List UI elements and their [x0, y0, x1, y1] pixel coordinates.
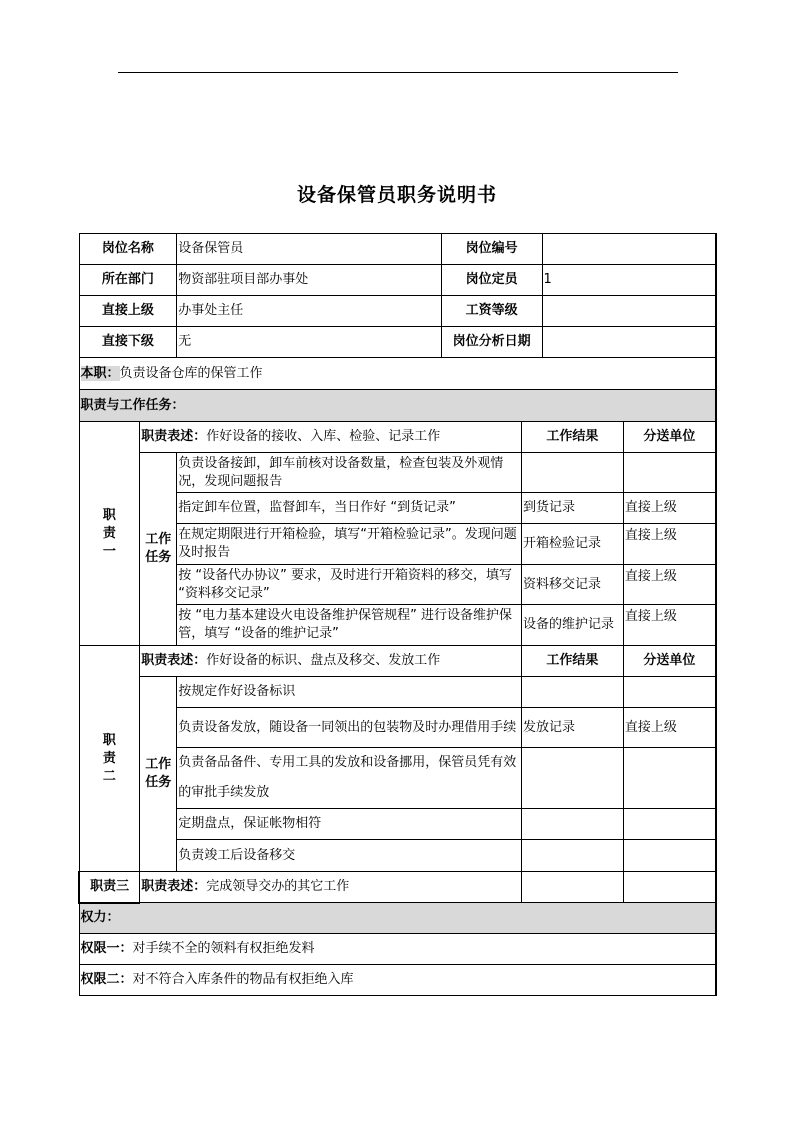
core-duty: [79, 358, 716, 390]
position-name-label: 岗位名称: [79, 234, 177, 265]
job-description-table: [78, 233, 717, 996]
row-authority-1: [79, 934, 716, 965]
duty3-result: [521, 872, 623, 903]
duty2-label: 职 责 二: [79, 646, 140, 872]
position-no-value: [542, 234, 716, 265]
task-result: 开箱检验记录: [521, 524, 623, 565]
analysis-date-label: 岗位分析日期: [441, 327, 542, 358]
row-superior: [79, 296, 716, 327]
duty1-result-header: 工作结果: [521, 422, 623, 453]
analysis-date-value: [542, 327, 716, 358]
subordinate-value: 无: [177, 327, 441, 358]
authority-item: 权限一：对手续不全的领料有权拒绝发料: [79, 934, 716, 965]
dept-label: 所在部门: [79, 265, 177, 296]
task-result: 设备的维护记录: [521, 605, 623, 646]
table-row: [79, 453, 716, 493]
duty3-row: [79, 872, 716, 903]
duty2-task-label: 工作 任务: [140, 677, 177, 872]
task-text: 按规定作好设备标识: [177, 677, 522, 708]
duty2-desc-row: [79, 646, 716, 677]
task-dest: 直接上级: [623, 524, 716, 565]
task-text: 负责竣工后设备移交: [177, 840, 522, 872]
task-dest: [623, 677, 716, 708]
duty2-dest-header: 分送单位: [623, 646, 716, 677]
task-dest: [623, 748, 716, 809]
task-text: 负责备品备件、专用工具的发放和设备挪用，保管员凭有效的审批手续发放: [177, 748, 522, 809]
task-dest: 直接上级: [623, 493, 716, 524]
wage-label: 工资等级: [441, 296, 542, 327]
task-text: 按 “设备代办协议” 要求，及时进行开箱资料的移交，填写 “资料移交记录”: [177, 565, 522, 605]
superior-label: 直接上级: [79, 296, 177, 327]
duty2-result-header: 工作结果: [521, 646, 623, 677]
authority-item: 权限二：对不符合入库条件的物品有权拒绝入库: [79, 965, 716, 996]
core-duty-text: 负责设备仓库的保管工作: [119, 365, 263, 381]
task-dest: [623, 809, 716, 840]
task-result: 资料移交记录: [521, 565, 623, 605]
row-authority-2: [79, 965, 716, 996]
header-rule: [118, 72, 678, 73]
task-result: 到货记录: [521, 493, 623, 524]
duty1-dest-header: 分送单位: [623, 422, 716, 453]
task-result: 发放记录: [521, 708, 623, 748]
row-duties-heading: [79, 390, 716, 422]
document-title: 设备保管员职务说明书: [296, 184, 497, 206]
wage-value: [542, 296, 716, 327]
subordinate-label: 直接下级: [79, 327, 177, 358]
duty2-desc: 职责表述：作好设备的标识、盘点及移交、发放工作: [140, 646, 522, 677]
authority-heading: 权力：: [79, 903, 716, 934]
task-result: [521, 677, 623, 708]
duty3-dest: [623, 872, 716, 903]
task-text: 定期盘点，保证帐物相符: [177, 809, 522, 840]
quota-label: 岗位定员: [441, 265, 542, 296]
task-text: 负责设备发放，随设备一同领出的包装物及时办理借用手续: [177, 708, 522, 748]
task-dest: 直接上级: [623, 565, 716, 605]
row-position-name: [79, 234, 716, 265]
task-text: 在规定期限进行开箱检验，填写“开箱检验记录”。发现问题及时报告: [177, 524, 522, 565]
task-dest: [623, 840, 716, 872]
duty3-desc: 职责表述：完成领导交办的其它工作: [140, 872, 522, 903]
task-text: 负责设备接卸，卸车前核对设备数量，检查包装及外观情况，发现问题报告: [177, 453, 522, 493]
core-duty-label: 本职：: [80, 365, 120, 381]
superior-value: 办事处主任: [177, 296, 441, 327]
task-text: 指定卸车位置，监督卸车，当日作好 “到货记录”: [177, 493, 522, 524]
row-subordinate: [79, 327, 716, 358]
task-dest: [623, 453, 716, 493]
task-result: [521, 809, 623, 840]
duty3-label: 职责三: [79, 872, 140, 903]
task-result: [521, 840, 623, 872]
task-dest: 直接上级: [623, 708, 716, 748]
task-dest: 直接上级: [623, 605, 716, 646]
table-row: [79, 677, 716, 708]
task-result: [521, 453, 623, 493]
duty1-task-label: 工作 任务: [140, 453, 177, 646]
row-core-duty: [79, 358, 716, 390]
task-result: [521, 748, 623, 809]
duty1-label: 职 责 一: [79, 422, 140, 646]
quota-value: 1: [542, 265, 716, 296]
dept-value: 物资部驻项目部办事处: [177, 265, 441, 296]
row-authority-heading: [79, 903, 716, 934]
position-no-label: 岗位编号: [441, 234, 542, 265]
position-name-value: 设备保管员: [177, 234, 441, 265]
task-text: 按 “电力基本建设火电设备维护保管规程” 进行设备维护保管，填写 “设备的维护记录”: [177, 605, 522, 646]
duties-heading: 职责与工作任务：: [79, 390, 716, 422]
row-dept: [79, 265, 716, 296]
duty1-desc-row: [79, 422, 716, 453]
duty1-desc: 职责表述：作好设备的接收、入库、检验、记录工作: [140, 422, 522, 453]
